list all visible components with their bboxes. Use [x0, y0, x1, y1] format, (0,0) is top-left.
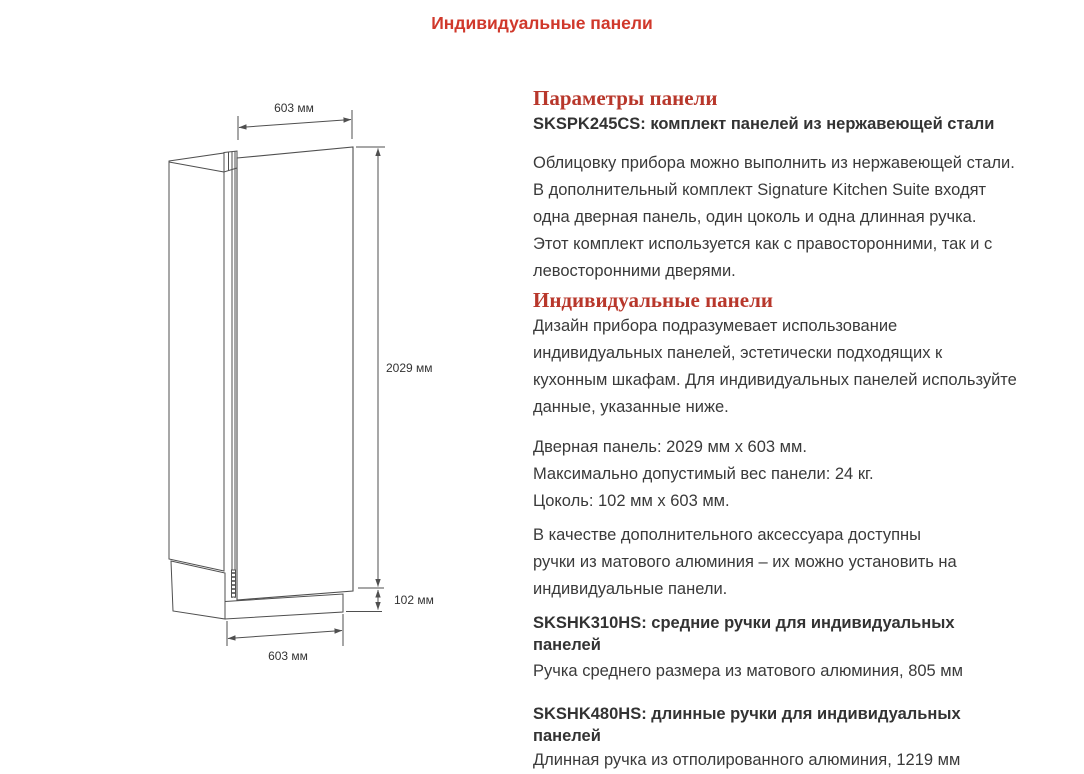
- dim-label-top-width: 603 мм: [274, 101, 314, 115]
- side-panel-shape: [169, 153, 224, 571]
- dim-label-height: 2029 мм: [386, 361, 433, 375]
- dim-label-plinth-height: 102 мм: [394, 593, 434, 607]
- door-bottom-vent-shape: [232, 570, 236, 597]
- dimension-plinth-height: [346, 588, 434, 612]
- spec-max-weight: Максимально допустимый вес панели: 24 кг.: [533, 465, 874, 483]
- panel-technical-drawing: [0, 0, 500, 705]
- dimension-bottom-width: [227, 614, 343, 663]
- section-heading-custom-panels: Индивидуальные панели: [533, 288, 773, 312]
- panel-specs-list: [533, 434, 1025, 515]
- handle-medium-description: Ручка среднего размера из матового алюминия, 805 мм: [533, 662, 963, 680]
- dimension-top-width: [238, 101, 352, 140]
- content-column: [533, 85, 1025, 774]
- paragraph-custom-panels: Дизайн прибора подразумевает использование индивидуальных панелей, эстетически подходящих к кухонным шкафам. Для индивидуальных панелей используйте данные, указанные ниже.: [533, 317, 1017, 416]
- product-code-skshk310hs: SKSHK310HS: средние ручки для индивидуальных панелей: [533, 614, 955, 654]
- product-code-skspk245cs: SKSPK245CS: комплект панелей из нержавеющей стали: [533, 115, 995, 133]
- paragraph-accessory-handles: В качестве дополнительного аксессуара доступны ручки из матового алюминия – их можно установить на индивидуальные панели.: [533, 526, 957, 598]
- panel-diagram-svg: [0, 0, 500, 700]
- dim-label-bottom-width: 603 мм: [268, 649, 308, 663]
- page-title: Индивидуальные панели: [431, 13, 653, 33]
- handle-long-description: Длинная ручка из отполированного алюминия, 1219 мм: [533, 751, 961, 769]
- door-panel-shape: [237, 147, 353, 600]
- door-edge-shape: [224, 151, 237, 598]
- spec-plinth: Цоколь: 102 мм x 603 мм.: [533, 492, 730, 510]
- spec-door-panel: Дверная панель: 2029 мм x 603 мм.: [533, 438, 807, 456]
- product-code-skshk480hs: SKSHK480HS: длинные ручки для индивидуальных панелей: [533, 705, 961, 745]
- section-heading-panel-parameters: Параметры панели: [533, 86, 718, 110]
- paragraph-panel-kit: Облицовку прибора можно выполнить из нержавеющей стали. В дополнительный комплект Signature Kitchen Suite входят одна дверная панель, один цоколь и одна длинная ручка. Этот комплект используется как с правосторонними, так и с левосторонними дверями.: [533, 154, 1015, 280]
- dimension-height: [356, 147, 433, 587]
